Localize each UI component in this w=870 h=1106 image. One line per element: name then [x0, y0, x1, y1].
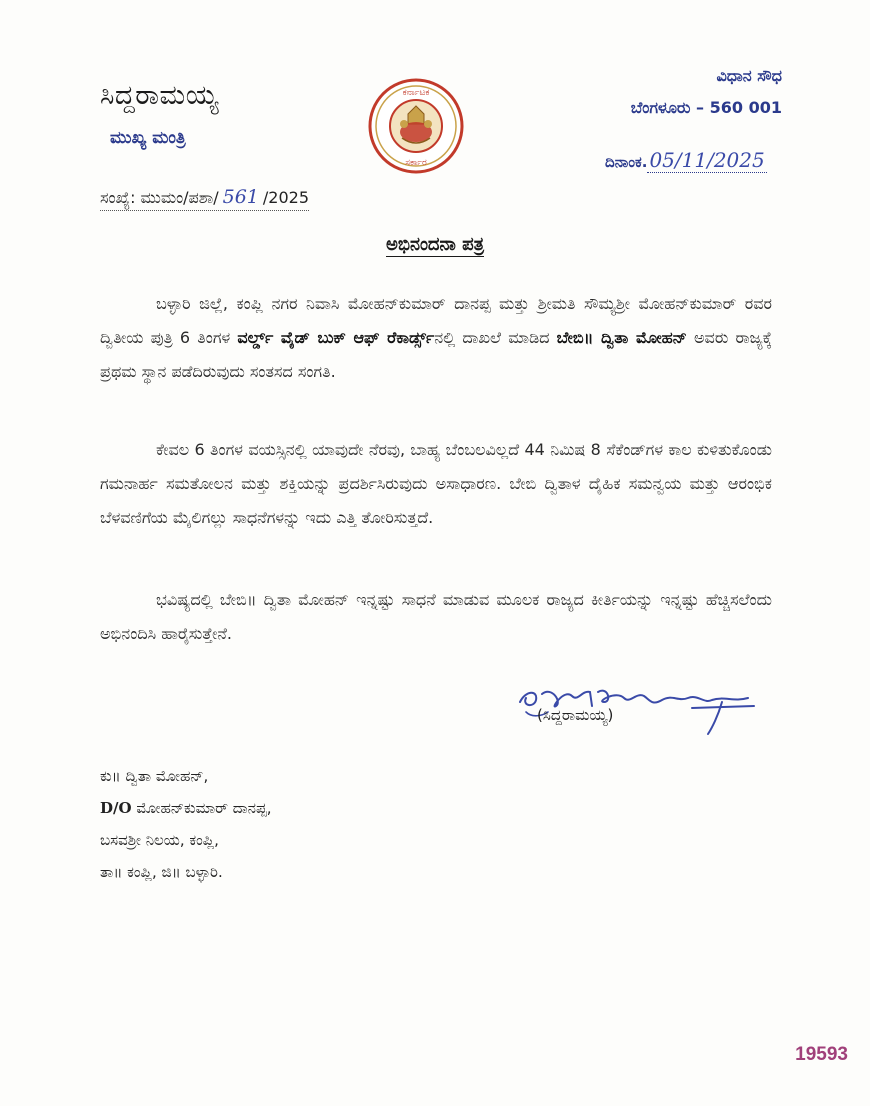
- recipient-line-1: ಕು॥ ದ್ವಿತಾ ಮೋಹನ್,: [100, 767, 209, 785]
- document-number-stamp: 19593: [795, 1044, 848, 1065]
- baby-name: ಬೇಬಿ॥ ದ್ವಿತಾ ಮೋಹನ್: [556, 328, 687, 347]
- letter-title-text: ಅಭಿನಂದನಾ ಪತ್ರ: [385, 234, 485, 255]
- emblem-bottom-text: ಸರ್ಕಾರ: [405, 158, 427, 168]
- sender-name: ಸಿದ್ದರಾಮಯ್ಯ: [100, 80, 219, 111]
- reference-suffix: /2025: [262, 188, 309, 207]
- body-paragraph-3: ಭವಿಷ್ಯದಲ್ಲಿ ಬೇಬಿ॥ ದ್ವಿತಾ ಮೋಹನ್ ಇನ್ನಷ್ಟು ಸಾಧನೆ ಮಾಡುವ ಮೂಲಕ ರಾಜ್ಯದ ಕೀರ್ತಿಯನ್ನು ಇನ್ನಷ್ಟು ಹೆಚ್ಚಿಸಲೆಂದು ಅಭಿನಂದಿಸಿ ಹಾರೈಸುತ್ತೇನೆ.: [100, 590, 772, 643]
- address-line-2: ಬೆಂಗಳೂರು – 560 001: [630, 98, 782, 117]
- recipient-line-2: D/O ಮೋಹನ್‌ಕುಮಾರ್ ದಾನಪ್ಪ,: [100, 799, 272, 817]
- reference-prefix: ಸಂಖ್ಯೆ: ಮುಮಂ/ಪಶಾ/: [100, 188, 219, 207]
- reference-number: [100, 186, 309, 211]
- date-value: 05/11/2025: [649, 148, 765, 172]
- recipient-address: [100, 760, 272, 888]
- reference-number-handwritten: 561: [222, 186, 259, 208]
- address-line-1: ವಿಧಾನ ಸೌಧ: [716, 66, 782, 85]
- date-line: ದಿನಾಂಕ. 05/11/2025: [605, 148, 765, 172]
- sender-designation: ಮುಖ್ಯ ಮಂತ್ರಿ: [110, 128, 186, 148]
- recipient-line-3: ಬಸವಶ್ರೀ ನಿಲಯ, ಕಂಪ್ಲಿ,: [100, 831, 219, 849]
- signatory-name: (ಸಿದ್ದರಾಮಯ್ಯ): [537, 706, 614, 724]
- emblem-top-text: ಕರ್ನಾಟಕ: [402, 88, 430, 98]
- body-paragraph-1: ಬಳ್ಳಾರಿ ಜಿಲ್ಲೆ, ಕಂಪ್ಲಿ ನಗರ ನಿವಾಸಿ ಮೋಹನ್‌ಕುಮಾರ್ ದಾನಪ್ಪ ಮತ್ತು ಶ್ರೀಮತಿ ಸೌಮ್ಯಶ್ರೀ ಮೋಹನ್‌ಕುಮಾರ್ ರವರ ದ್ವಿತೀಯ ಪುತ್ರಿ 6 ತಿಂಗಳ ವರ್ಲ್ಡ್ ವೈಡ್ ಬುಕ್ ಆಫ್ ರೆಕಾರ್ಡ್ಸ್ನಲ್ಲಿ ದಾಖಲೆ ಮಾಡಿದ ಬೇಬಿ॥ ದ್ವಿತಾ ಮೋಹನ್ ಅವರು ರಾಜ್ಯಕ್ಕೆ ಪ್ರಥಮ ಸ್ಥಾನ ಪಡೆದಿರುವುದು ಸಂತಸದ ಸಂಗತಿ.: [100, 294, 772, 381]
- recipient-line-4: ತಾ॥ ಕಂಪ್ಲಿ, ಜಿ॥ ಬಳ್ಳಾರಿ.: [100, 863, 223, 881]
- body-paragraph-2: ಕೇವಲ 6 ತಿಂಗಳ ವಯಸ್ಸಿನಲ್ಲಿ ಯಾವುದೇ ನೆರವು, ಬಾಹ್ಯ ಬೆಂಬಲವಿಲ್ಲದೆ 44 ನಿಮಿಷ 8 ಸೆಕೆಂಡ್‌ಗಳ ಕಾಲ ಕುಳಿತುಕೊಂಡು ಗಮನಾರ್ಹ ಸಮತೋಲನ ಮತ್ತು ಶಕ್ತಿಯನ್ನು ಪ್ರದರ್ಶಿಸಿರುವುದು ಅಸಾಧಾರಣ. ಬೇಬಿ ದ್ವಿತಾಳ ದೈಹಿಕ ಸಮನ್ವಯ ಮತ್ತು ಆರಂಭಿಕ ಬೆಳವಣಿಗೆಯ ಮೈಲಿಗಲ್ಲು ಸಾಧನೆಗಳನ್ನು ಇದು ಎತ್ತಿ ತೋರಿಸುತ್ತದೆ.: [100, 440, 772, 527]
- letter-title: [0, 234, 870, 255]
- karnataka-emblem-icon: [368, 78, 464, 174]
- record-name: ವರ್ಲ್ಡ್ ವೈಡ್ ಬುಕ್ ಆಫ್ ರೆಕಾರ್ಡ್ಸ್: [237, 328, 435, 347]
- date-label: ದಿನಾಂಕ: [605, 153, 642, 171]
